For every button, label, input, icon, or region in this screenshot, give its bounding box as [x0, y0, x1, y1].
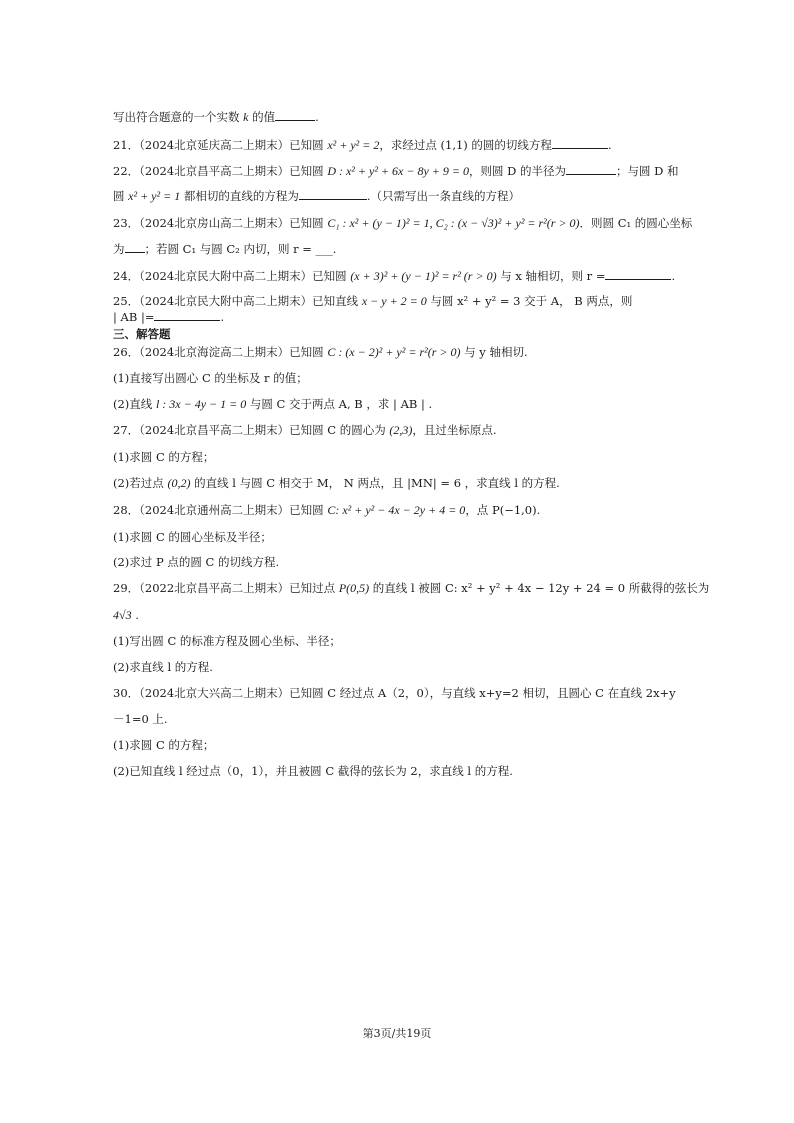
text-segment: . [220, 310, 225, 324]
text-segment: 29．（2022北京昌平高二上期末）已知过点 [113, 581, 339, 595]
text-segment: 与圆 C 交于两点 A, B ，求 | AB | . [246, 397, 433, 411]
question-line [113, 580, 709, 596]
text-segment: 21．（2024北京延庆高二上期末）已知圆 [113, 138, 328, 152]
math-formula: x² + y² = 2 [327, 138, 380, 152]
question-line [113, 109, 319, 125]
text-segment: . [607, 138, 612, 152]
text-segment: 为 [113, 242, 125, 256]
text-segment: －1=0 上. [113, 712, 168, 726]
math-formula: (0,2) [167, 476, 191, 490]
text-segment: ，点 P(−1,0). [465, 503, 541, 517]
text-segment: 27．（2024北京昌平高二上期末）已知圆 C 的圆心为 [113, 423, 390, 437]
text-segment: 26．（2024北京海淀高二上期末）已知圆 [113, 345, 328, 359]
text-segment: (2)已知直线 l 经过点（0，1），并且被圆 C 截得的弦长为 2，求直线 l 的方程. [113, 764, 513, 778]
section-heading [113, 326, 171, 342]
answer-blank[interactable] [552, 137, 608, 149]
answer-blank[interactable] [299, 188, 367, 200]
text-segment: 28．（2024北京通州高二上期末）已知圆 [113, 503, 328, 517]
question-line [113, 241, 336, 257]
text-segment: .（只需写出一条直线的方程） [366, 189, 521, 203]
question-line [113, 422, 497, 438]
text-segment: 与圆 x² + y² = 3 交于 A， B 两点，则 [426, 294, 633, 308]
math-formula: x² + y² = 1 [128, 189, 181, 203]
question-line [113, 344, 528, 360]
text-segment: 都相切的直线的方程为 [180, 189, 299, 203]
text-segment: | AB |= [113, 310, 155, 324]
text-segment: 24．（2024北京民大附中高二上期末）已知圆 [113, 269, 351, 283]
math-formula: 4√3 [113, 608, 132, 622]
text-segment: (2)直线 [113, 397, 156, 411]
question-line [113, 659, 213, 675]
question-line [113, 309, 224, 325]
text-segment: (2)若过点 [113, 476, 168, 490]
text-segment: ，则圆 D 的半径为 [468, 164, 566, 178]
question-line [113, 396, 432, 412]
question-line [113, 137, 612, 153]
math-formula: x − y + 2 = 0 [361, 294, 427, 308]
math-formula: (x + 3)² + (y − 1)² = r² (r > 0) [350, 269, 497, 283]
question-line [113, 737, 214, 753]
question-line [113, 475, 560, 491]
math-formula: C₁ : x² + (y − 1)² = 1, C₂ : (x − √3)² + y² = r²(r > 0) [327, 216, 580, 230]
question-line [113, 554, 279, 570]
text-segment: ；与圆 D 和 [616, 164, 679, 178]
question-line [113, 215, 692, 231]
text-segment: 23．（2024北京房山高二上期末）已知圆 [113, 216, 328, 230]
question-line [113, 502, 540, 518]
answer-blank[interactable] [566, 163, 616, 175]
math-formula: D : x² + y² + 6x − 8y + 9 = 0 [327, 164, 469, 178]
text-segment: ，求经过点 (1,1) 的圆的切线方程 [379, 138, 552, 152]
math-formula: k [243, 110, 249, 124]
text-segment: 与 y 轴相切. [460, 345, 528, 359]
question-line [113, 529, 272, 545]
text-segment: . [131, 608, 139, 622]
answer-blank[interactable] [605, 268, 671, 280]
math-formula: C: x² + y² − 4x − 2y + 4 = 0 [327, 503, 466, 517]
question-line [113, 685, 676, 701]
text-segment: (2)求直线 l 的方程. [113, 660, 213, 674]
text-segment: (1)求圆 C 的方程； [113, 450, 215, 464]
math-formula: (2,3) [389, 423, 413, 437]
question-line [113, 449, 214, 465]
text-segment: ；若圆 C₁ 与圆 C₂ 内切，则 r = ___. [144, 242, 337, 256]
text-segment: 22．（2024北京昌平高二上期末）已知圆 [113, 164, 328, 178]
answer-blank[interactable] [125, 241, 145, 253]
answer-blank[interactable] [154, 309, 220, 321]
text-segment: . [671, 269, 676, 283]
text-segment: 写出符合题意的一个实数 [113, 110, 244, 124]
text-segment: ．则圆 C₁ 的圆心坐标 [579, 216, 693, 230]
question-line [113, 268, 675, 284]
text-segment: 的直线 l 被圆 C: x² + y² + 4x − 12y + 24 = 0 所截得的弦长为 [369, 581, 710, 595]
question-line [113, 293, 632, 309]
math-formula: P(0,5) [338, 581, 370, 595]
text-segment: (1)直接写出圆心 C 的坐标及 r 的值； [113, 371, 308, 385]
text-segment: 的值 [248, 110, 276, 124]
math-formula: l : 3x − 4y − 1 = 0 [155, 397, 247, 411]
text-segment: 三、解答题 [113, 327, 171, 341]
text-segment: ，且过坐标原点. [412, 423, 497, 437]
text-segment: 的直线 l 与圆 C 相交于 M， N 两点，且 |MN| = 6 ，求直线 l 的方程. [190, 476, 560, 490]
text-segment: (1)求圆 C 的圆心坐标及半径； [113, 530, 272, 544]
page-footer: 第3页/共19页 [362, 1027, 432, 1040]
question-line [113, 188, 520, 204]
answer-blank[interactable] [275, 109, 315, 121]
question-line [113, 763, 513, 779]
text-segment: (1)求圆 C 的方程； [113, 738, 215, 752]
text-segment: . [315, 110, 319, 124]
question-line [113, 607, 139, 623]
text-segment: 25．（2024北京民大附中高二上期末）已知直线 [113, 294, 362, 308]
text-segment: (1)写出圆 C 的标准方程及圆心坐标、半径； [113, 634, 341, 648]
question-line [113, 163, 679, 179]
text-segment: (2)求过 P 点的圆 C 的切线方程. [113, 555, 280, 569]
question-line [113, 633, 341, 649]
text-segment: 与 x 轴相切，则 r = [496, 269, 606, 283]
math-formula: C : (x − 2)² + y² = r²(r > 0) [327, 345, 461, 359]
question-line [113, 711, 168, 727]
text-segment: 30．（2024北京大兴高二上期末）已知圆 C 经过点 A（2，0），与直线 x+y=2 相切，且圆心 C 在直线 2x+y [113, 686, 676, 700]
text-segment: 圆 [113, 189, 129, 203]
question-line [113, 370, 308, 386]
